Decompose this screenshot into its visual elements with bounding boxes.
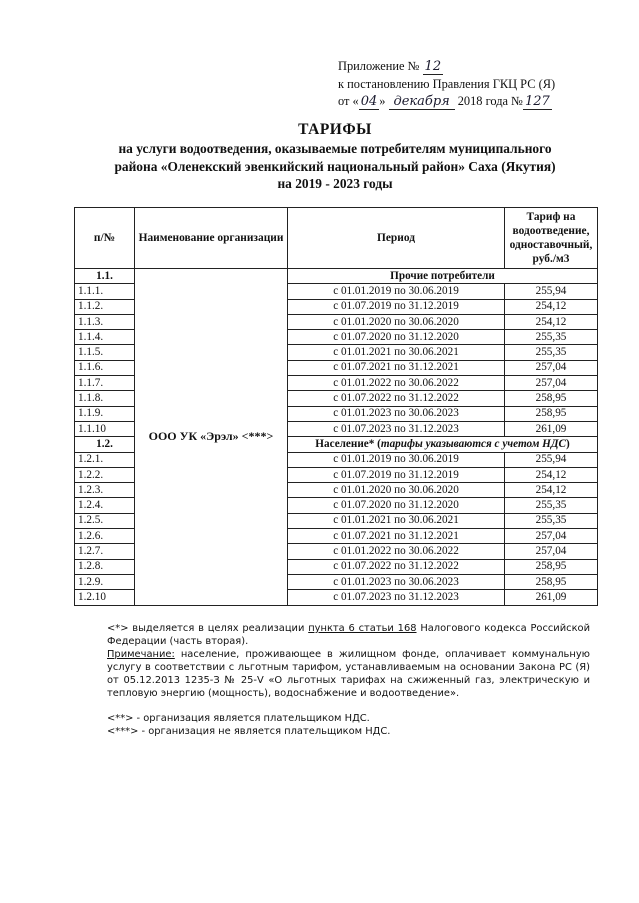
title-line-1: на услуги водоотведения, оказываемые потребителям муниципального — [118, 141, 552, 156]
row-period: с 01.01.2022 по 30.06.2022 — [288, 376, 505, 391]
row-period: с 01.01.2021 по 30.06.2021 — [288, 513, 505, 528]
appendix-line-3: от « 04 » декабря 2018 года № 127 — [338, 94, 550, 109]
title-line-2: района «Оленекский эвенкийский национальный район» Саха (Якутия) — [114, 158, 556, 174]
group-title-part: ) — [565, 437, 570, 450]
row-num: 1.2.4. — [75, 498, 135, 513]
row-period: с 01.07.2021 по 31.12.2021 — [288, 529, 505, 544]
row-period: с 01.01.2019 по 30.06.2019 — [288, 452, 505, 467]
row-period: с 01.07.2022 по 31.12.2022 — [288, 391, 505, 406]
title-line-3: на 2019 - 2023 годы — [277, 176, 393, 191]
note-2: Примечание: население, проживающее в жилищном фонде, оплачивает коммунальную услугу в соответствии с льготным тарифом, устанавливаемым на основании Закона РС (Я) от 05.12.2013 1235-З № 25-V «О льготных тарифах на сжиженный газ, электрическую и тепловую энергию (мощность), водоснабжение и водоотведение». — [107, 649, 590, 699]
row-num: 1.2.2. — [75, 467, 135, 482]
row-num: 1.1.6. — [75, 360, 135, 375]
header-period: Период — [288, 208, 505, 269]
row-period: с 01.07.2022 по 31.12.2022 — [288, 559, 505, 574]
row-num: 1.1.2. — [75, 299, 135, 314]
organization-name: ООО УК «Эрэл» <***> — [135, 269, 288, 606]
note-3: <**> - организация является плательщиком НДС. — [107, 713, 370, 724]
document-title — [40, 120, 630, 193]
row-num: 1.1.9. — [75, 406, 135, 421]
note-4: <***> - организация не является плательщиком НДС. — [107, 726, 391, 737]
row-num: 1.1.1. — [75, 284, 135, 299]
row-tariff-value: 254,12 — [505, 314, 598, 329]
row-period: с 01.01.2023 по 30.06.2023 — [288, 406, 505, 421]
group-title — [288, 437, 598, 452]
title-main: ТАРИФЫ — [298, 121, 372, 138]
row-tariff-value: 255,35 — [505, 498, 598, 513]
row-num: 1.2.10 — [75, 590, 135, 605]
row-tariff-value: 258,95 — [505, 574, 598, 589]
group-title-italic: тарифы указываются с учетом НДС — [380, 437, 566, 450]
row-num: 1.2.9. — [75, 574, 135, 589]
row-period: с 01.07.2023 по 31.12.2023 — [288, 590, 505, 605]
note-1: <*> выделяется в целях реализации пункта 6 статьи 168 Налогового кодекса Российской Федерации (часть вторая). — [107, 623, 590, 647]
row-period: с 01.01.2021 по 30.06.2021 — [288, 345, 505, 360]
table-body — [75, 269, 598, 606]
row-num: 1.2.8. — [75, 559, 135, 574]
group-row-1-1 — [75, 269, 598, 284]
row-period: с 01.07.2023 по 31.12.2023 — [288, 421, 505, 436]
group-num: 1.1. — [75, 269, 135, 284]
row-period: с 01.07.2020 по 31.12.2020 — [288, 330, 505, 345]
row-tariff-value: 258,95 — [505, 406, 598, 421]
row-num: 1.1.7. — [75, 376, 135, 391]
row-tariff-value: 255,35 — [505, 513, 598, 528]
row-tariff-value: 261,09 — [505, 421, 598, 436]
handwritten-decree-number: 127 — [524, 94, 550, 109]
row-tariff-value: 255,35 — [505, 330, 598, 345]
footnotes — [107, 622, 590, 738]
group-title-part: Население* ( — [315, 437, 381, 450]
row-tariff-value: 254,12 — [505, 467, 598, 482]
row-period: с 01.07.2019 по 31.12.2019 — [288, 467, 505, 482]
row-tariff-value: 258,95 — [505, 391, 598, 406]
row-tariff-value: 261,09 — [505, 590, 598, 605]
row-tariff-value: 257,04 — [505, 529, 598, 544]
group-title: Прочие потребители — [288, 269, 598, 284]
row-num: 1.2.7. — [75, 544, 135, 559]
row-tariff-value: 255,35 — [505, 345, 598, 360]
row-num: 1.1.5. — [75, 345, 135, 360]
row-period: с 01.01.2022 по 30.06.2022 — [288, 544, 505, 559]
appendix-line-1: Приложение № 12 — [338, 59, 442, 74]
appendix-line-2: к постановлению Правления ГКЦ РС (Я) — [338, 76, 556, 91]
row-tariff-value: 257,04 — [505, 360, 598, 375]
tax-code-link[interactable]: пункта 6 статьи 168 — [308, 623, 417, 634]
handwritten-month: декабря — [389, 95, 455, 110]
row-period: с 01.07.2019 по 31.12.2019 — [288, 299, 505, 314]
row-tariff-value: 255,94 — [505, 452, 598, 467]
row-tariff-value: 258,95 — [505, 559, 598, 574]
row-period: с 01.01.2020 по 30.06.2020 — [288, 483, 505, 498]
row-tariff-value: 254,12 — [505, 299, 598, 314]
row-tariff-value: 257,04 — [505, 376, 598, 391]
row-num: 1.1.3. — [75, 314, 135, 329]
row-num: 1.1.8. — [75, 391, 135, 406]
row-num: 1.2.6. — [75, 529, 135, 544]
group-num: 1.2. — [75, 437, 135, 452]
row-period: с 01.01.2020 по 30.06.2020 — [288, 314, 505, 329]
row-num: 1.1.10 — [75, 421, 135, 436]
row-tariff-value: 255,94 — [505, 284, 598, 299]
row-tariff-value: 257,04 — [505, 544, 598, 559]
row-num: 1.1.4. — [75, 330, 135, 345]
row-period: с 01.07.2021 по 31.12.2021 — [288, 360, 505, 375]
tariffs-table — [74, 207, 598, 606]
handwritten-appendix-number: 12 — [424, 59, 442, 74]
row-period: с 01.01.2019 по 30.06.2019 — [288, 284, 505, 299]
appendix-block — [338, 58, 628, 111]
row-num: 1.2.1. — [75, 452, 135, 467]
handwritten-day: 04 — [360, 94, 378, 109]
row-period: с 01.07.2020 по 31.12.2020 — [288, 498, 505, 513]
row-num: 1.2.5. — [75, 513, 135, 528]
row-num: 1.2.3. — [75, 483, 135, 498]
table-header-row — [75, 208, 598, 269]
row-tariff-value: 254,12 — [505, 483, 598, 498]
header-org: Наименование организации — [135, 208, 288, 269]
header-num: п/№ — [75, 208, 135, 269]
header-tariff: Тариф на водоотведение, одноставочный, руб./м3 — [505, 208, 598, 269]
row-period: с 01.01.2023 по 30.06.2023 — [288, 574, 505, 589]
